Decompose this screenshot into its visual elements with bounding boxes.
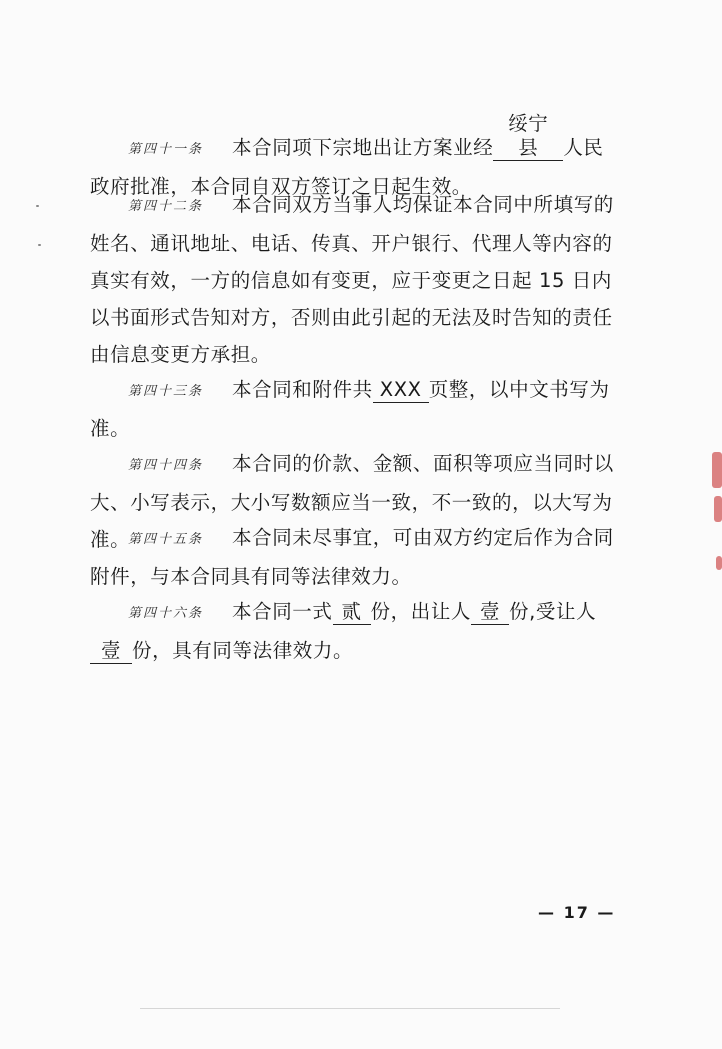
scan-speck bbox=[38, 244, 41, 246]
article-44-label: 第四十四条 bbox=[128, 458, 204, 473]
article-42-label: 第四十二条 bbox=[128, 199, 204, 214]
article-46 bbox=[90, 593, 620, 669]
article-46-grantor-copies-field: 壹 bbox=[471, 600, 509, 625]
article-42-text: 本合同双方当事人均保证本合同中所填写的姓名、通讯地址、电话、传真、开户银行、代理人等内容的真实有效，一方的信息如有变更，应于变更之日起 15 日内以书面形式告知对方，否则由此引起的无法及时告知的责任由信息变更方承担。 bbox=[90, 193, 614, 366]
stamp-edge-mark bbox=[712, 452, 722, 488]
article-46-text-2: 份，出让人 bbox=[370, 600, 472, 623]
article-46-text-3: 份,受让人 bbox=[509, 600, 597, 623]
article-43-page-count-field: XXX bbox=[373, 378, 429, 403]
article-46-text-1: 本合同一式 bbox=[232, 600, 333, 623]
stamp-edge-mark bbox=[716, 556, 722, 570]
article-42 bbox=[90, 186, 620, 373]
article-43-text-1: 本合同和附件共 bbox=[232, 378, 373, 401]
article-45 bbox=[90, 519, 620, 595]
article-43-text-2: 页整，以中文书写为准。 bbox=[90, 378, 610, 440]
scan-edge-line bbox=[140, 1008, 560, 1009]
article-41-label: 第四十一条 bbox=[128, 142, 204, 157]
article-46-text-4: 份，具有同等法律效力。 bbox=[132, 639, 354, 662]
article-41-text-2: 人民政府批准，本合同自双方签订之日起生效。 bbox=[90, 136, 604, 198]
article-45-label: 第四十五条 bbox=[128, 532, 204, 547]
article-41-text-1: 本合同项下宗地出让方案业经 bbox=[232, 136, 494, 159]
scan-speck bbox=[36, 205, 39, 207]
article-43 bbox=[90, 371, 620, 447]
stamp-edge-mark bbox=[714, 496, 722, 522]
article-46-label: 第四十六条 bbox=[128, 606, 204, 621]
article-45-text: 本合同未尽事宜，可由双方约定后作为合同附件，与本合同具有同等法律效力。 bbox=[90, 526, 614, 588]
page-number: — 17 — bbox=[538, 903, 616, 922]
article-41-approver-field: 绥宁县 bbox=[493, 112, 563, 161]
article-43-label: 第四十三条 bbox=[128, 384, 204, 399]
article-44-text: 本合同的价款、金额、面积等项应当同时以大、小写表示，大小写数额应当一致，不一致的，以大写为准。 bbox=[90, 452, 614, 551]
article-46-total-copies-field: 贰 bbox=[333, 600, 371, 625]
article-46-grantee-copies-field: 壹 bbox=[90, 639, 132, 664]
